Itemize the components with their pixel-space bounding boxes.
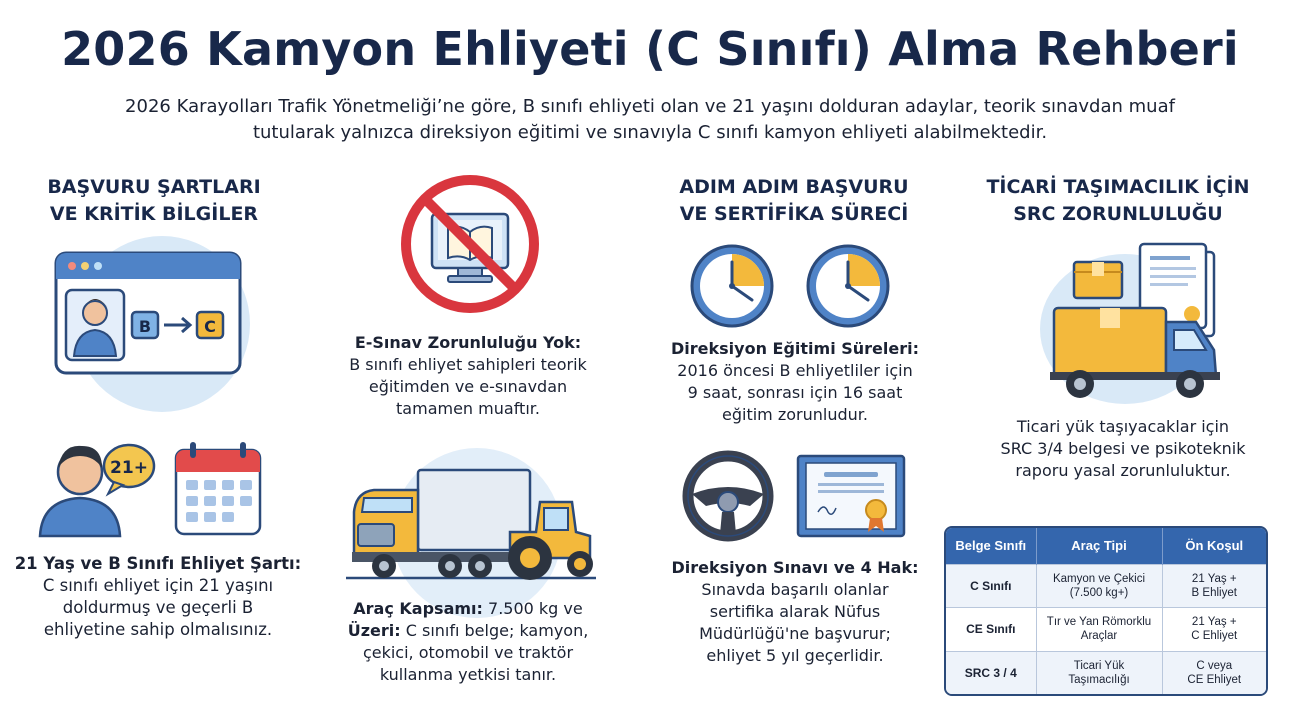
col2-arac-rest1: 7.500 kg ve bbox=[482, 599, 583, 618]
table-cell-prereq bbox=[1162, 564, 1266, 608]
col2-esinav bbox=[318, 332, 618, 420]
license-card-icon bbox=[50, 250, 250, 380]
intro-paragraph bbox=[50, 94, 1250, 146]
table-cell-prereq-line1: 21 Yaş + bbox=[1191, 616, 1237, 629]
table-cell-type bbox=[1036, 608, 1162, 652]
col2-arac-line1 bbox=[318, 598, 618, 620]
col4-src-line3: raporu yasal zorunluluktur. bbox=[1015, 461, 1231, 480]
clock-icon bbox=[692, 246, 772, 326]
col3-egitim-line2: 9 saat, sonrası için 16 saat bbox=[687, 383, 903, 402]
table-cell-class: CE Sınıfı bbox=[946, 608, 1036, 652]
col2-arac-line2 bbox=[318, 620, 618, 642]
col4-heading-line1: TİCARİ TAŞIMACILIK İÇİN bbox=[986, 176, 1250, 198]
license-from-label: B bbox=[138, 317, 152, 336]
col3-sinav-line2: sertifika alarak Nüfus bbox=[709, 602, 881, 621]
table-header-row bbox=[946, 528, 1266, 564]
clock-icons bbox=[686, 240, 896, 332]
table-header-cell: Araç Tipi bbox=[1036, 528, 1162, 564]
truck-tractor-icon bbox=[340, 462, 600, 586]
col2-arac-line4: kullanma yetkisi tanır. bbox=[379, 665, 557, 684]
intro-line-2: tutularak yalnızca direksiyon eğitimi ve sınavıyla C sınıfı kamyon ehliyeti alabilmektedir. bbox=[252, 122, 1048, 143]
col4-heading-line2: SRC ZORUNLULUĞU bbox=[1013, 203, 1223, 225]
table-cell-prereq-line1: 21 Yaş + bbox=[1191, 572, 1237, 585]
table-header-cell: Belge Sınıfı bbox=[946, 528, 1036, 564]
clock-icon bbox=[808, 246, 888, 326]
table-header-cell: Ön Koşul bbox=[1162, 528, 1266, 564]
col4-heading bbox=[968, 174, 1268, 228]
page-title: 2026 Kamyon Ehliyeti (C Sınıfı) Alma Rehberi bbox=[61, 22, 1239, 76]
intro-line-1: 2026 Karayolları Trafik Yönetmeliği’ne göre, B sınıfı ehliyeti olan ve 21 yaşını dolduran adaylar, teorik sınavdan muaf bbox=[125, 96, 1175, 117]
col3-heading-line1: ADIM ADIM BAŞVURU bbox=[679, 176, 909, 198]
license-class-table bbox=[944, 526, 1268, 696]
table-row bbox=[946, 564, 1266, 608]
table-row bbox=[946, 608, 1266, 652]
col1-heading-line2: VE KRİTİK BİLGİLER bbox=[49, 203, 259, 225]
wheel-certificate-icons bbox=[680, 450, 910, 542]
col3-sinav-title: Direksiyon Sınavı ve 4 Hak: bbox=[671, 558, 919, 577]
license-to-label: C bbox=[204, 317, 216, 336]
col1-item-line3: ehliyetine sahip olmalısınız. bbox=[43, 620, 273, 639]
delivery-truck-icon bbox=[1040, 240, 1230, 406]
col1-item bbox=[8, 553, 308, 641]
col1-item-title: 21 Yaş ve B Sınıfı Ehliyet Şartı: bbox=[14, 554, 302, 573]
col3-egitim-line1: 2016 öncesi B ehliyetliler için bbox=[677, 361, 913, 380]
col1-item-line1: C sınıfı ehliyet için 21 yaşını bbox=[42, 576, 274, 595]
col3-heading-line2: VE SERTİFİKA SÜRECİ bbox=[679, 203, 909, 225]
col3-egitim bbox=[640, 338, 950, 426]
table-row bbox=[946, 651, 1266, 694]
col2-arac bbox=[318, 598, 618, 686]
col3-sinav-line1: Sınavda başarılı olanlar bbox=[701, 580, 889, 599]
col2-esinav-line3: tamamen muaftır. bbox=[396, 399, 540, 418]
col4-src-line1: Ticari yük taşıyacaklar için bbox=[1016, 417, 1230, 436]
col3-egitim-line3: eğitim zorunludur. bbox=[722, 405, 868, 424]
col3-sinav-line4: ehliyet 5 yıl geçerlidir. bbox=[706, 646, 884, 665]
col2-esinav-line1: B sınıfı ehliyet sahipleri teorik bbox=[349, 355, 587, 374]
package-icon bbox=[1074, 262, 1122, 298]
col1-heading bbox=[14, 174, 294, 228]
table-cell-prereq bbox=[1162, 608, 1266, 652]
col2-esinav-line2: eğitimden ve e-sınavdan bbox=[368, 377, 568, 396]
col1-item-line2: doldurmuş ve geçerli B bbox=[62, 598, 254, 617]
col2-arac-rest2: C sınıfı belge; kamyon, bbox=[400, 621, 589, 640]
no-exam-icon bbox=[396, 170, 544, 318]
col3-sinav-line3: Müdürlüğü'ne başvurur; bbox=[699, 624, 891, 643]
table-cell-prereq bbox=[1162, 651, 1266, 694]
table-cell-type-line1: Ticari Yük bbox=[1073, 659, 1125, 672]
table-cell-prereq-line2: B Ehliyet bbox=[1191, 586, 1237, 599]
steering-wheel-icon bbox=[688, 456, 768, 536]
col4-src bbox=[968, 416, 1278, 482]
certificate-icon bbox=[798, 456, 904, 536]
col2-esinav-title: E-Sınav Zorunluluğu Yok: bbox=[354, 333, 582, 352]
table-cell-class: C Sınıfı bbox=[946, 564, 1036, 608]
table-cell-type-line2: (7.500 kg+) bbox=[1069, 586, 1129, 599]
table-cell-type-line2: Taşımacılığı bbox=[1068, 673, 1130, 686]
age-calendar-icon bbox=[28, 438, 268, 538]
table-cell-type-line2: Araçlar bbox=[1080, 630, 1118, 643]
col3-egitim-title: Direksiyon Eğitimi Süreleri: bbox=[670, 339, 920, 358]
table-cell-prereq-line1: C veya bbox=[1196, 659, 1233, 672]
age-badge-label: 21+ bbox=[110, 458, 148, 478]
table-cell-type-line1: Tır ve Yan Römorklu bbox=[1046, 616, 1152, 629]
table-cell-prereq-line2: CE Ehliyet bbox=[1187, 673, 1242, 686]
col1-heading-line1: BAŞVURU ŞARTLARI bbox=[47, 176, 261, 198]
col4-src-line2: SRC 3/4 belgesi ve psikoteknik bbox=[1000, 439, 1246, 458]
table-cell-type bbox=[1036, 651, 1162, 694]
table-cell-class: SRC 3 / 4 bbox=[946, 651, 1036, 694]
col2-arac-line3: çekici, otomobil ve traktör bbox=[362, 643, 574, 662]
col2-arac-title2: Üzeri: bbox=[347, 621, 401, 640]
col3-sinav bbox=[640, 557, 950, 667]
table-cell-prereq-line2: C Ehliyet bbox=[1191, 630, 1238, 643]
table-cell-type bbox=[1036, 564, 1162, 608]
col2-arac-title1: Araç Kapsamı: bbox=[353, 599, 483, 618]
table-cell-type-line1: Kamyon ve Çekici bbox=[1052, 572, 1146, 585]
col3-heading bbox=[654, 174, 934, 228]
